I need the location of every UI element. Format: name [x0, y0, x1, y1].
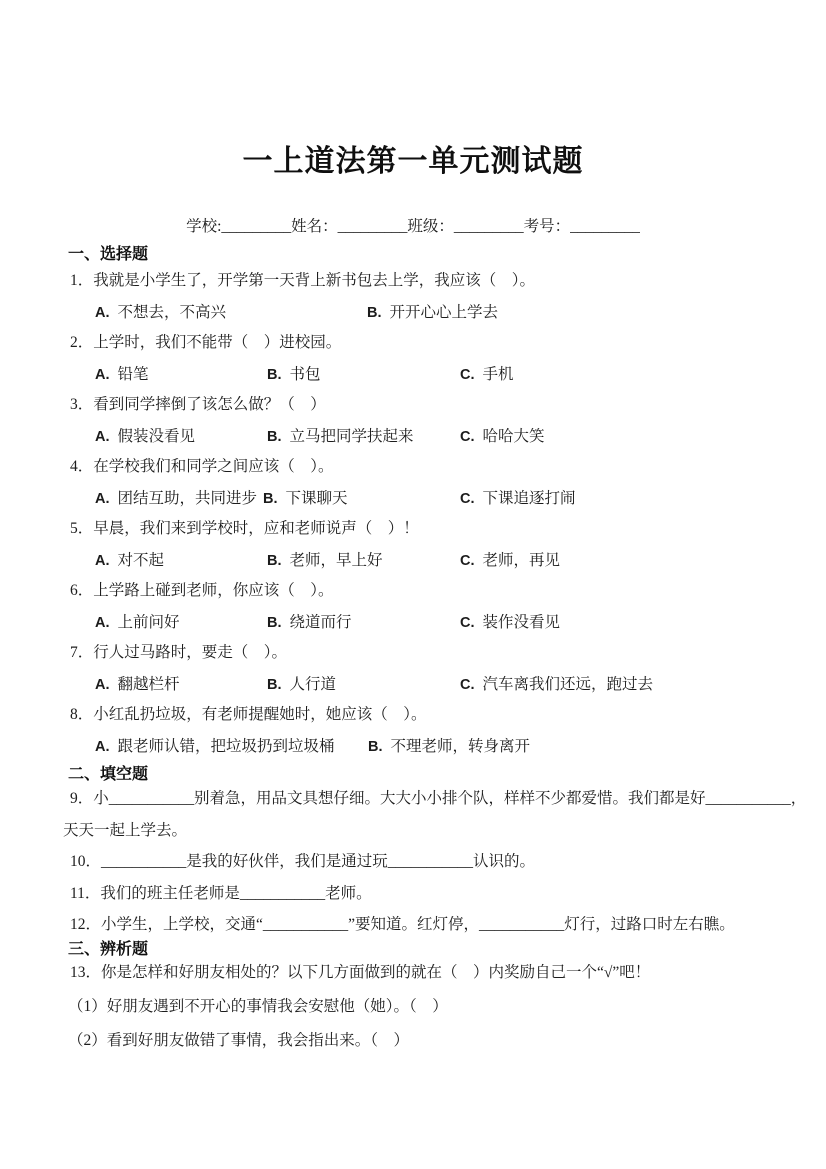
question-1-text: 1．我就是小学生了，开学第一天背上新书包去上学，我应该（ ）。: [70, 272, 536, 289]
option-c: [460, 674, 653, 696]
option-label: C.: [460, 615, 475, 631]
section-heading-choice: 一、选择题: [68, 246, 149, 263]
option-label: A.: [95, 491, 110, 507]
option-text: 哈哈大笑: [482, 428, 545, 445]
option-a: [95, 612, 180, 634]
option-text: 老师，早上好: [289, 552, 383, 569]
school-label: 学校:: [186, 218, 222, 235]
option-text: 立马把同学扶起来: [289, 428, 414, 445]
option-label: B.: [267, 615, 282, 631]
option-text: 汽车离我们还远，跑过去: [482, 676, 654, 693]
option-b: [267, 550, 383, 572]
question-7-text: 7．行人过马路时，要走（ ）。: [70, 644, 288, 661]
option-c: [460, 488, 576, 510]
option-text: 开开心心上学去: [389, 304, 499, 321]
option-text: 团结互助，共同进步: [117, 490, 258, 507]
option-text: 对不起: [117, 552, 165, 569]
section-heading-judge: 三、辨析题: [68, 941, 149, 958]
name-blank: _________: [337, 218, 408, 235]
option-label: A.: [95, 553, 110, 569]
option-a: [95, 488, 257, 510]
class-blank: _________: [453, 218, 524, 235]
option-label: C.: [460, 491, 475, 507]
name-label: 姓名：: [291, 218, 338, 235]
option-text: 不理老师，转身离开: [390, 738, 531, 755]
question-10-text: 10．___________是我的好伙伴，我们是通过玩___________认识的。: [70, 853, 536, 870]
question-13-intro: 13．你是怎样和好朋友相处的？以下几方面做到的就在（ ）内奖励自己一个“√”吧！: [70, 964, 651, 981]
option-text: 下课聊天: [285, 490, 348, 507]
option-label: B.: [267, 429, 282, 445]
question-12-text: 12．小学生，上学校，交通“___________”要知道。红灯停，___________灯行，过路口时左右瞧。: [70, 916, 735, 933]
option-label: B.: [267, 677, 282, 693]
option-text: 老师，再见: [482, 552, 561, 569]
option-text: 手机: [482, 366, 514, 383]
option-b: [267, 364, 321, 386]
option-text: 不想去，不高兴: [117, 304, 227, 321]
question-6-text: 6．上学路上碰到老师，你应该（ ）。: [70, 582, 334, 599]
option-text: 绕道而行: [289, 614, 352, 631]
option-b: [368, 736, 530, 758]
question-5-text: 5．早晨，我们来到学校时，应和老师说声（ ）！: [70, 520, 419, 537]
option-text: 假装没看见: [117, 428, 196, 445]
option-c: [460, 612, 560, 634]
option-text: 上前问好: [117, 614, 180, 631]
option-a: [95, 364, 149, 386]
question-11-text: 11．我们的班主任老师是___________老师。: [70, 885, 372, 902]
question-8-text: 8．小红乱扔垃圾，有老师提醒她时，她应该（ ）。: [70, 706, 427, 723]
option-label: B.: [263, 491, 278, 507]
option-b: [267, 674, 336, 696]
question-9-line-2: 天天一起上学去。: [63, 822, 188, 839]
option-a: [95, 674, 180, 696]
option-label: A.: [95, 367, 110, 383]
question-9-line-1: 9．小___________别着急，用品文具想仔细。大大小小排个队，样样不少都爱惜。我们都是好___________，: [70, 790, 807, 807]
option-text: 人行道: [289, 676, 337, 693]
question-13-item-1: （1）好朋友遇到不开心的事情我会安慰他（她）。（ ）: [68, 998, 448, 1015]
option-b: [267, 612, 352, 634]
option-label: A.: [95, 429, 110, 445]
option-label: A.: [95, 739, 110, 755]
option-text: 下课追逐打闹: [482, 490, 576, 507]
question-3-text: 3．看到同学摔倒了该怎么做？（ ）: [70, 396, 326, 413]
option-a: [95, 550, 164, 572]
question-13-item-2: （2）看到好朋友做错了事情，我会指出来。（ ）: [68, 1032, 410, 1049]
option-b: [263, 488, 348, 510]
option-label: B.: [367, 305, 382, 321]
option-label: C.: [460, 677, 475, 693]
option-a: [95, 426, 195, 448]
section-heading-fill: 二、填空题: [68, 766, 149, 783]
option-text: 装作没看见: [482, 614, 561, 631]
option-label: A.: [95, 677, 110, 693]
examno-blank: _________: [570, 218, 640, 235]
option-c: [460, 426, 545, 448]
question-2-text: 2．上学时，我们不能带（ ）进校园。: [70, 334, 342, 351]
option-c: [460, 550, 560, 572]
option-label: A.: [95, 615, 110, 631]
option-b: [267, 426, 414, 448]
option-label: C.: [460, 367, 475, 383]
page-title: 一上道法第一单元测试题: [242, 145, 584, 178]
student-info-line: [0, 216, 826, 238]
option-label: A.: [95, 305, 110, 321]
class-label: 班级：: [407, 218, 454, 235]
option-text: 书包: [289, 366, 321, 383]
option-label: B.: [267, 553, 282, 569]
option-label: B.: [368, 739, 383, 755]
option-label: C.: [460, 553, 475, 569]
option-label: C.: [460, 429, 475, 445]
option-a: [95, 736, 335, 758]
option-b: [367, 302, 498, 324]
option-text: 跟老师认错，把垃圾扔到垃圾桶: [117, 738, 335, 755]
option-a: [95, 302, 226, 324]
school-blank: _________: [221, 218, 292, 235]
option-label: B.: [267, 367, 282, 383]
examno-label: 考号：: [523, 218, 571, 235]
option-text: 铅笔: [117, 366, 149, 383]
option-text: 翻越栏杆: [117, 676, 180, 693]
question-4-text: 4．在学校我们和同学之间应该（ ）。: [70, 458, 334, 475]
option-c: [460, 364, 514, 386]
